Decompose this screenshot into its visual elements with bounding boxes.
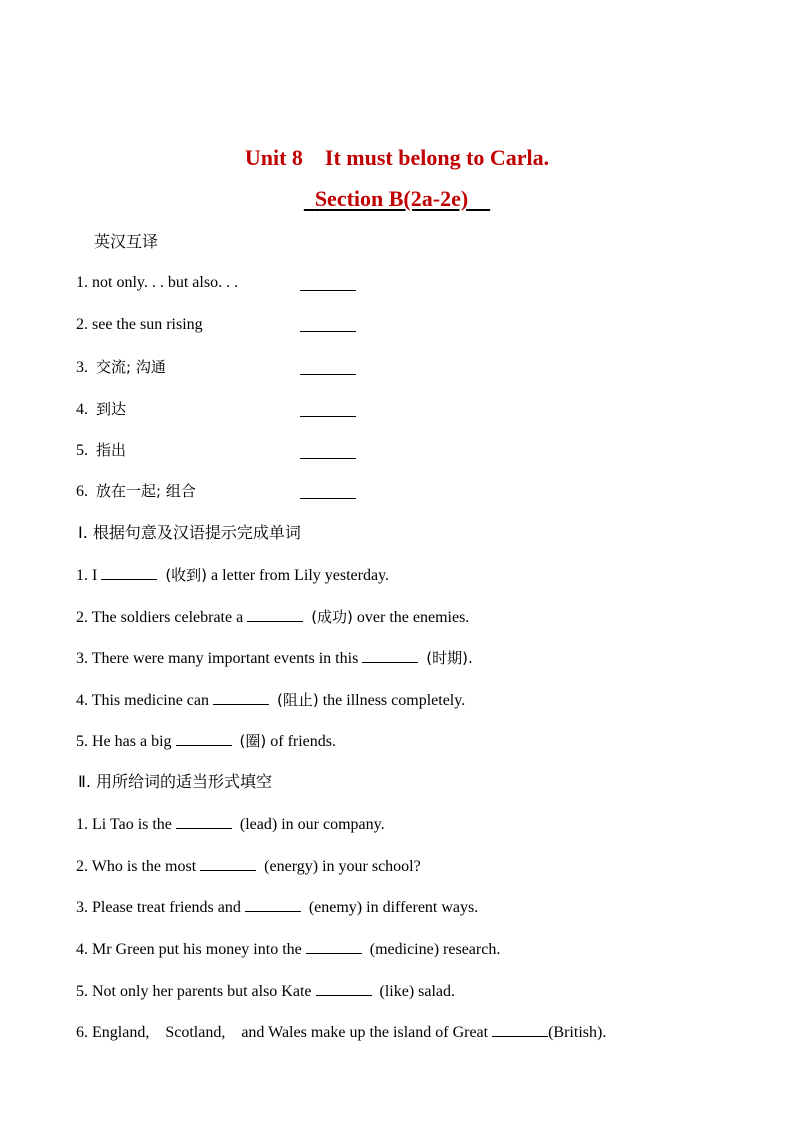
item-num: 1. xyxy=(76,274,88,291)
sentence-end: salad. xyxy=(418,983,456,1000)
part2-item-4 xyxy=(76,939,500,960)
item-text: 到达 xyxy=(96,400,127,418)
part2-item-2 xyxy=(76,856,421,877)
sentence-end: over the enemies. xyxy=(356,609,470,626)
sentence-start: 2. Who is the most xyxy=(76,858,197,875)
sentence-start: 2. The soldiers celebrate a xyxy=(76,609,244,626)
sentence-end: in your school? xyxy=(322,858,421,875)
translate-item-2 xyxy=(76,315,203,335)
hint: (enemy) xyxy=(308,899,363,916)
answer-blank[interactable] xyxy=(176,814,232,829)
answer-blank-5[interactable] xyxy=(300,458,356,459)
answer-blank-4[interactable] xyxy=(300,416,356,417)
hint: (lead) xyxy=(239,816,278,833)
part1-item-2 xyxy=(76,607,469,628)
sentence-start: 3. Please treat friends and xyxy=(76,899,241,916)
hint: (成功) xyxy=(311,608,353,626)
part1-item-5 xyxy=(76,731,336,752)
hint: (energy) xyxy=(264,858,319,875)
item-text: 指出 xyxy=(96,441,127,459)
answer-blank-1[interactable] xyxy=(300,290,356,291)
answer-blank[interactable] xyxy=(101,565,157,580)
translate-item-4 xyxy=(76,399,126,420)
item-num: 3. xyxy=(76,359,88,376)
sentence-start: 4. Mr Green put his money into the xyxy=(76,941,302,958)
part2-item-1 xyxy=(76,814,385,835)
item-num: 4. xyxy=(76,401,88,418)
translate-item-5 xyxy=(76,440,126,461)
sentence-start: 5. He has a big xyxy=(76,733,172,750)
sentence-start: 1. Li Tao is the xyxy=(76,816,172,833)
section-title xyxy=(0,186,794,212)
sentence-start: 6. England, Scotland, and Wales make up the island of Great xyxy=(76,1024,489,1041)
answer-blank[interactable] xyxy=(316,981,372,996)
sentence-start: 4. This medicine can xyxy=(76,692,209,709)
answer-blank[interactable] xyxy=(492,1022,548,1037)
item-num: 2. xyxy=(76,316,88,333)
unit-label: Unit 8 xyxy=(244,145,303,170)
translate-item-6 xyxy=(76,481,196,502)
item-num: 6. xyxy=(76,483,88,500)
answer-blank-6[interactable] xyxy=(300,498,356,499)
sentence-start: 1. I xyxy=(76,567,98,584)
part2-heading: Ⅱ. 用所给词的适当形式填空 xyxy=(78,772,273,791)
hint: (like) xyxy=(379,983,415,1000)
unit-title xyxy=(0,145,794,171)
hint: (收到) xyxy=(165,566,208,584)
sentence-end: a letter from Lily yesterday. xyxy=(211,567,390,584)
answer-blank[interactable] xyxy=(306,939,362,954)
part2-item-6 xyxy=(76,1022,606,1043)
part1-heading: Ⅰ. 根据句意及汉语提示完成单词 xyxy=(78,523,301,542)
item-text: 放在一起; 组合 xyxy=(96,482,196,500)
part1-item-1 xyxy=(76,565,389,586)
sentence-end: research. xyxy=(443,941,501,958)
answer-blank-3[interactable] xyxy=(300,374,356,375)
item-text: 交流; 沟通 xyxy=(96,358,166,376)
hint: (British). xyxy=(548,1024,607,1041)
translate-heading: 英汉互译 xyxy=(94,232,159,251)
translate-item-3 xyxy=(76,357,166,378)
answer-blank[interactable] xyxy=(176,731,232,746)
answer-blank[interactable] xyxy=(213,690,269,705)
unit-sentence: It must belong to Carla. xyxy=(324,145,550,170)
sentence-start: 3. There were many important events in this xyxy=(76,650,359,667)
sentence-end: of friends. xyxy=(270,733,337,750)
hint: (阻止) xyxy=(277,691,319,709)
part2-item-3 xyxy=(76,897,478,918)
answer-blank-2[interactable] xyxy=(300,331,356,332)
answer-blank[interactable] xyxy=(247,607,303,622)
sentence-start: 5. Not only her parents but also Kate xyxy=(76,983,312,1000)
part1-item-3 xyxy=(76,648,473,669)
item-text: not only. . . but also. . . xyxy=(92,274,239,291)
sentence-end: in our company. xyxy=(281,816,385,833)
section-label xyxy=(304,186,490,211)
answer-blank[interactable] xyxy=(362,648,418,663)
sentence-end: the illness completely. xyxy=(322,692,466,709)
answer-blank[interactable] xyxy=(200,856,256,871)
answer-blank[interactable] xyxy=(245,897,301,912)
section-text: Section B(2a-2e) xyxy=(314,186,469,211)
item-text: see the sun rising xyxy=(92,316,203,333)
hint: (时期). xyxy=(426,649,473,667)
part1-item-4 xyxy=(76,690,465,711)
part2-item-5 xyxy=(76,981,455,1002)
translate-item-1 xyxy=(76,273,238,293)
hint: (medicine) xyxy=(369,941,440,958)
sentence-end: in different ways. xyxy=(366,899,479,916)
item-num: 5. xyxy=(76,442,88,459)
hint: (圈) xyxy=(239,732,267,750)
